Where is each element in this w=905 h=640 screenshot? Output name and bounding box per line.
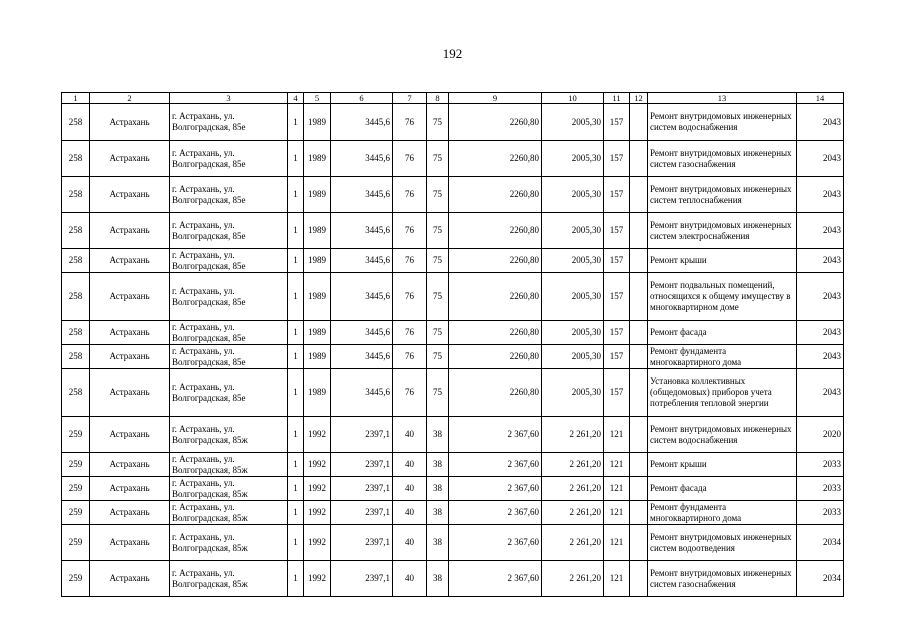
cell-work-type: Ремонт внутридомовых инженерных систем газоснабжения [648,561,797,597]
cell-plan-year: 2043 [797,249,844,273]
cell-area: 3445,6 [331,345,393,369]
cell-col-8: 38 [427,525,449,561]
cell-number: 258 [62,141,90,177]
cell-col-9: 2 367,60 [449,525,542,561]
cell-col-10: 2005,30 [542,104,604,141]
cell-col-12 [630,561,648,597]
cell-city: Астрахань [90,501,170,525]
cell-col-10: 2 261,20 [542,561,604,597]
cell-col-12 [630,141,648,177]
cell-work-type: Установка коллективных (общедомовых) приборов учета потребления тепловой энергии [648,369,797,417]
cell-year: 1989 [304,213,331,249]
cell-col-4: 1 [288,525,304,561]
table-row [62,345,844,369]
cell-col-9: 2260,80 [449,141,542,177]
cell-city: Астрахань [90,453,170,477]
cell-col-8: 75 [427,104,449,141]
cell-address: г. Астрахань, ул. Волгоградская, 85ж [170,501,288,525]
cell-col-11: 121 [604,453,630,477]
cell-area: 2397,1 [331,453,393,477]
cell-year: 1989 [304,177,331,213]
cell-plan-year: 2020 [797,417,844,453]
column-number: 7 [393,93,427,104]
cell-area: 2397,1 [331,477,393,501]
cell-year: 1989 [304,369,331,417]
cell-city: Астрахань [90,249,170,273]
cell-area: 3445,6 [331,249,393,273]
cell-city: Астрахань [90,477,170,501]
cell-number: 259 [62,477,90,501]
cell-col-12 [630,249,648,273]
column-number: 3 [170,93,288,104]
cell-col-11: 157 [604,273,630,321]
cell-col-8: 75 [427,345,449,369]
cell-col-11: 157 [604,104,630,141]
cell-col-8: 75 [427,273,449,321]
cell-col-8: 38 [427,453,449,477]
cell-col-9: 2 367,60 [449,417,542,453]
cell-col-9: 2260,80 [449,177,542,213]
cell-col-7: 40 [393,417,427,453]
cell-number: 258 [62,213,90,249]
cell-work-type: Ремонт фасада [648,321,797,345]
cell-number: 258 [62,249,90,273]
page-number: 192 [442,46,463,61]
cell-work-type: Ремонт внутридомовых инженерных систем газоснабжения [648,141,797,177]
table-row [62,417,844,453]
capital-repair-table [61,92,844,597]
cell-col-11: 157 [604,321,630,345]
cell-col-9: 2260,80 [449,273,542,321]
cell-col-11: 157 [604,141,630,177]
cell-col-7: 76 [393,345,427,369]
cell-address: г. Астрахань, ул. Волгоградская, 85е [170,345,288,369]
table-row [62,141,844,177]
cell-city: Астрахань [90,177,170,213]
cell-plan-year: 2034 [797,561,844,597]
cell-city: Астрахань [90,273,170,321]
table-row [62,369,844,417]
cell-col-8: 75 [427,249,449,273]
cell-col-9: 2260,80 [449,321,542,345]
cell-col-12 [630,177,648,213]
cell-city: Астрахань [90,345,170,369]
cell-col-9: 2 367,60 [449,561,542,597]
cell-area: 3445,6 [331,321,393,345]
cell-plan-year: 2033 [797,453,844,477]
cell-col-7: 76 [393,177,427,213]
cell-work-type: Ремонт крыши [648,249,797,273]
cell-col-4: 1 [288,369,304,417]
cell-col-10: 2 261,20 [542,417,604,453]
cell-col-7: 76 [393,369,427,417]
cell-number: 259 [62,525,90,561]
cell-address: г. Астрахань, ул. Волгоградская, 85ж [170,453,288,477]
table-row [62,177,844,213]
cell-col-11: 121 [604,417,630,453]
cell-year: 1992 [304,501,331,525]
cell-col-9: 2260,80 [449,249,542,273]
cell-col-8: 75 [427,141,449,177]
cell-col-11: 157 [604,213,630,249]
cell-plan-year: 2043 [797,369,844,417]
cell-plan-year: 2043 [797,104,844,141]
cell-col-10: 2005,30 [542,273,604,321]
column-number-row [62,93,844,104]
cell-col-4: 1 [288,321,304,345]
cell-col-7: 76 [393,249,427,273]
cell-city: Астрахань [90,417,170,453]
cell-work-type: Ремонт фасада [648,477,797,501]
cell-number: 259 [62,561,90,597]
cell-col-8: 38 [427,501,449,525]
cell-area: 2397,1 [331,417,393,453]
cell-area: 3445,6 [331,104,393,141]
cell-address: г. Астрахань, ул. Волгоградская, 85е [170,249,288,273]
table-row [62,477,844,501]
cell-address: г. Астрахань, ул. Волгоградская, 85е [170,273,288,321]
cell-col-10: 2 261,20 [542,525,604,561]
cell-col-9: 2260,80 [449,213,542,249]
cell-address: г. Астрахань, ул. Волгоградская, 85ж [170,477,288,501]
cell-area: 3445,6 [331,177,393,213]
table-row [62,501,844,525]
cell-col-12 [630,477,648,501]
cell-col-4: 1 [288,141,304,177]
cell-city: Астрахань [90,141,170,177]
cell-col-4: 1 [288,501,304,525]
table-row [62,561,844,597]
column-number: 2 [90,93,170,104]
column-number: 9 [449,93,542,104]
cell-city: Астрахань [90,321,170,345]
cell-year: 1992 [304,453,331,477]
cell-city: Астрахань [90,213,170,249]
column-number: 1 [62,93,90,104]
column-number: 8 [427,93,449,104]
cell-col-11: 157 [604,249,630,273]
cell-number: 258 [62,345,90,369]
cell-col-7: 40 [393,525,427,561]
column-number: 6 [331,93,393,104]
cell-col-12 [630,213,648,249]
cell-work-type: Ремонт внутридомовых инженерных систем водоснабжения [648,104,797,141]
cell-col-8: 38 [427,417,449,453]
cell-plan-year: 2043 [797,345,844,369]
cell-plan-year: 2043 [797,273,844,321]
cell-col-12 [630,104,648,141]
cell-col-12 [630,273,648,321]
cell-work-type: Ремонт внутридомовых инженерных систем водоснабжения [648,417,797,453]
cell-col-12 [630,321,648,345]
column-number: 11 [604,93,630,104]
cell-number: 258 [62,177,90,213]
cell-plan-year: 2043 [797,321,844,345]
cell-col-12 [630,501,648,525]
cell-col-10: 2005,30 [542,369,604,417]
cell-address: г. Астрахань, ул. Волгоградская, 85е [170,213,288,249]
cell-area: 2397,1 [331,525,393,561]
cell-number: 259 [62,453,90,477]
cell-col-10: 2005,30 [542,321,604,345]
cell-address: г. Астрахань, ул. Волгоградская, 85е [170,321,288,345]
cell-col-10: 2005,30 [542,177,604,213]
cell-col-9: 2 367,60 [449,453,542,477]
cell-work-type: Ремонт фундамента многоквартирного дома [648,345,797,369]
cell-address: г. Астрахань, ул. Волгоградская, 85е [170,104,288,141]
cell-col-12 [630,345,648,369]
cell-work-type: Ремонт внутридомовых инженерных систем теплоснабжения [648,177,797,213]
cell-col-4: 1 [288,249,304,273]
cell-col-11: 157 [604,369,630,417]
table-row [62,249,844,273]
cell-col-10: 2 261,20 [542,501,604,525]
cell-col-8: 75 [427,177,449,213]
cell-year: 1989 [304,345,331,369]
cell-col-10: 2005,30 [542,345,604,369]
cell-work-type: Ремонт фундамента многоквартирного дома [648,501,797,525]
cell-year: 1989 [304,273,331,321]
cell-col-8: 38 [427,561,449,597]
cell-year: 1989 [304,104,331,141]
cell-address: г. Астрахань, ул. Волгоградская, 85ж [170,525,288,561]
column-number: 10 [542,93,604,104]
cell-col-7: 40 [393,561,427,597]
cell-col-4: 1 [288,177,304,213]
cell-plan-year: 2043 [797,213,844,249]
cell-city: Астрахань [90,525,170,561]
cell-address: г. Астрахань, ул. Волгоградская, 85е [170,369,288,417]
cell-col-12 [630,525,648,561]
cell-plan-year: 2043 [797,141,844,177]
cell-col-4: 1 [288,273,304,321]
cell-col-8: 38 [427,477,449,501]
column-number: 13 [648,93,797,104]
cell-col-7: 76 [393,141,427,177]
cell-address: г. Астрахань, ул. Волгоградская, 85ж [170,417,288,453]
cell-col-12 [630,453,648,477]
cell-col-12 [630,417,648,453]
cell-area: 2397,1 [331,561,393,597]
cell-year: 1989 [304,141,331,177]
cell-col-7: 76 [393,273,427,321]
cell-plan-year: 2033 [797,477,844,501]
cell-col-10: 2005,30 [542,141,604,177]
cell-area: 3445,6 [331,141,393,177]
cell-col-8: 75 [427,321,449,345]
table-row [62,321,844,345]
cell-plan-year: 2033 [797,501,844,525]
cell-plan-year: 2034 [797,525,844,561]
table-body [62,93,844,597]
cell-year: 1992 [304,477,331,501]
cell-col-4: 1 [288,477,304,501]
cell-col-10: 2005,30 [542,249,604,273]
cell-area: 3445,6 [331,369,393,417]
cell-work-type: Ремонт внутридомовых инженерных систем электроснабжения [648,213,797,249]
column-number: 4 [288,93,304,104]
cell-year: 1992 [304,525,331,561]
cell-number: 259 [62,501,90,525]
column-number: 14 [797,93,844,104]
cell-col-11: 121 [604,501,630,525]
cell-year: 1989 [304,249,331,273]
cell-col-8: 75 [427,213,449,249]
cell-col-9: 2260,80 [449,345,542,369]
table-row [62,213,844,249]
cell-col-8: 75 [427,369,449,417]
cell-col-4: 1 [288,345,304,369]
table-row [62,453,844,477]
cell-col-9: 2 367,60 [449,501,542,525]
cell-address: г. Астрахань, ул. Волгоградская, 85е [170,141,288,177]
cell-col-11: 121 [604,477,630,501]
cell-city: Астрахань [90,369,170,417]
cell-col-9: 2260,80 [449,369,542,417]
cell-number: 258 [62,273,90,321]
cell-col-4: 1 [288,417,304,453]
cell-col-7: 76 [393,104,427,141]
cell-address: г. Астрахань, ул. Волгоградская, 85ж [170,561,288,597]
cell-col-11: 121 [604,525,630,561]
cell-col-4: 1 [288,453,304,477]
cell-year: 1989 [304,321,331,345]
cell-year: 1992 [304,561,331,597]
cell-area: 3445,6 [331,213,393,249]
cell-work-type: Ремонт подвальных помещений, относящихся к общему имуществу в многоквартирном доме [648,273,797,321]
cell-col-4: 1 [288,104,304,141]
cell-address: г. Астрахань, ул. Волгоградская, 85е [170,177,288,213]
cell-col-7: 40 [393,501,427,525]
cell-number: 258 [62,369,90,417]
table-row [62,273,844,321]
cell-col-4: 1 [288,213,304,249]
cell-col-11: 121 [604,561,630,597]
cell-number: 258 [62,104,90,141]
cell-col-7: 76 [393,321,427,345]
cell-col-10: 2005,30 [542,213,604,249]
cell-col-9: 2260,80 [449,104,542,141]
cell-col-10: 2 261,20 [542,477,604,501]
column-number: 12 [630,93,648,104]
cell-area: 2397,1 [331,501,393,525]
cell-col-7: 40 [393,477,427,501]
cell-col-4: 1 [288,561,304,597]
table-row [62,525,844,561]
cell-work-type: Ремонт крыши [648,453,797,477]
cell-col-7: 40 [393,453,427,477]
cell-col-11: 157 [604,345,630,369]
cell-col-11: 157 [604,177,630,213]
column-number: 5 [304,93,331,104]
cell-col-12 [630,369,648,417]
cell-city: Астрахань [90,104,170,141]
cell-col-9: 2 367,60 [449,477,542,501]
cell-number: 259 [62,417,90,453]
cell-number: 258 [62,321,90,345]
cell-col-10: 2 261,20 [542,453,604,477]
cell-city: Астрахань [90,561,170,597]
cell-work-type: Ремонт внутридомовых инженерных систем водоотведения [648,525,797,561]
cell-year: 1992 [304,417,331,453]
table-row [62,104,844,141]
cell-plan-year: 2043 [797,177,844,213]
cell-col-7: 76 [393,213,427,249]
cell-area: 3445,6 [331,273,393,321]
